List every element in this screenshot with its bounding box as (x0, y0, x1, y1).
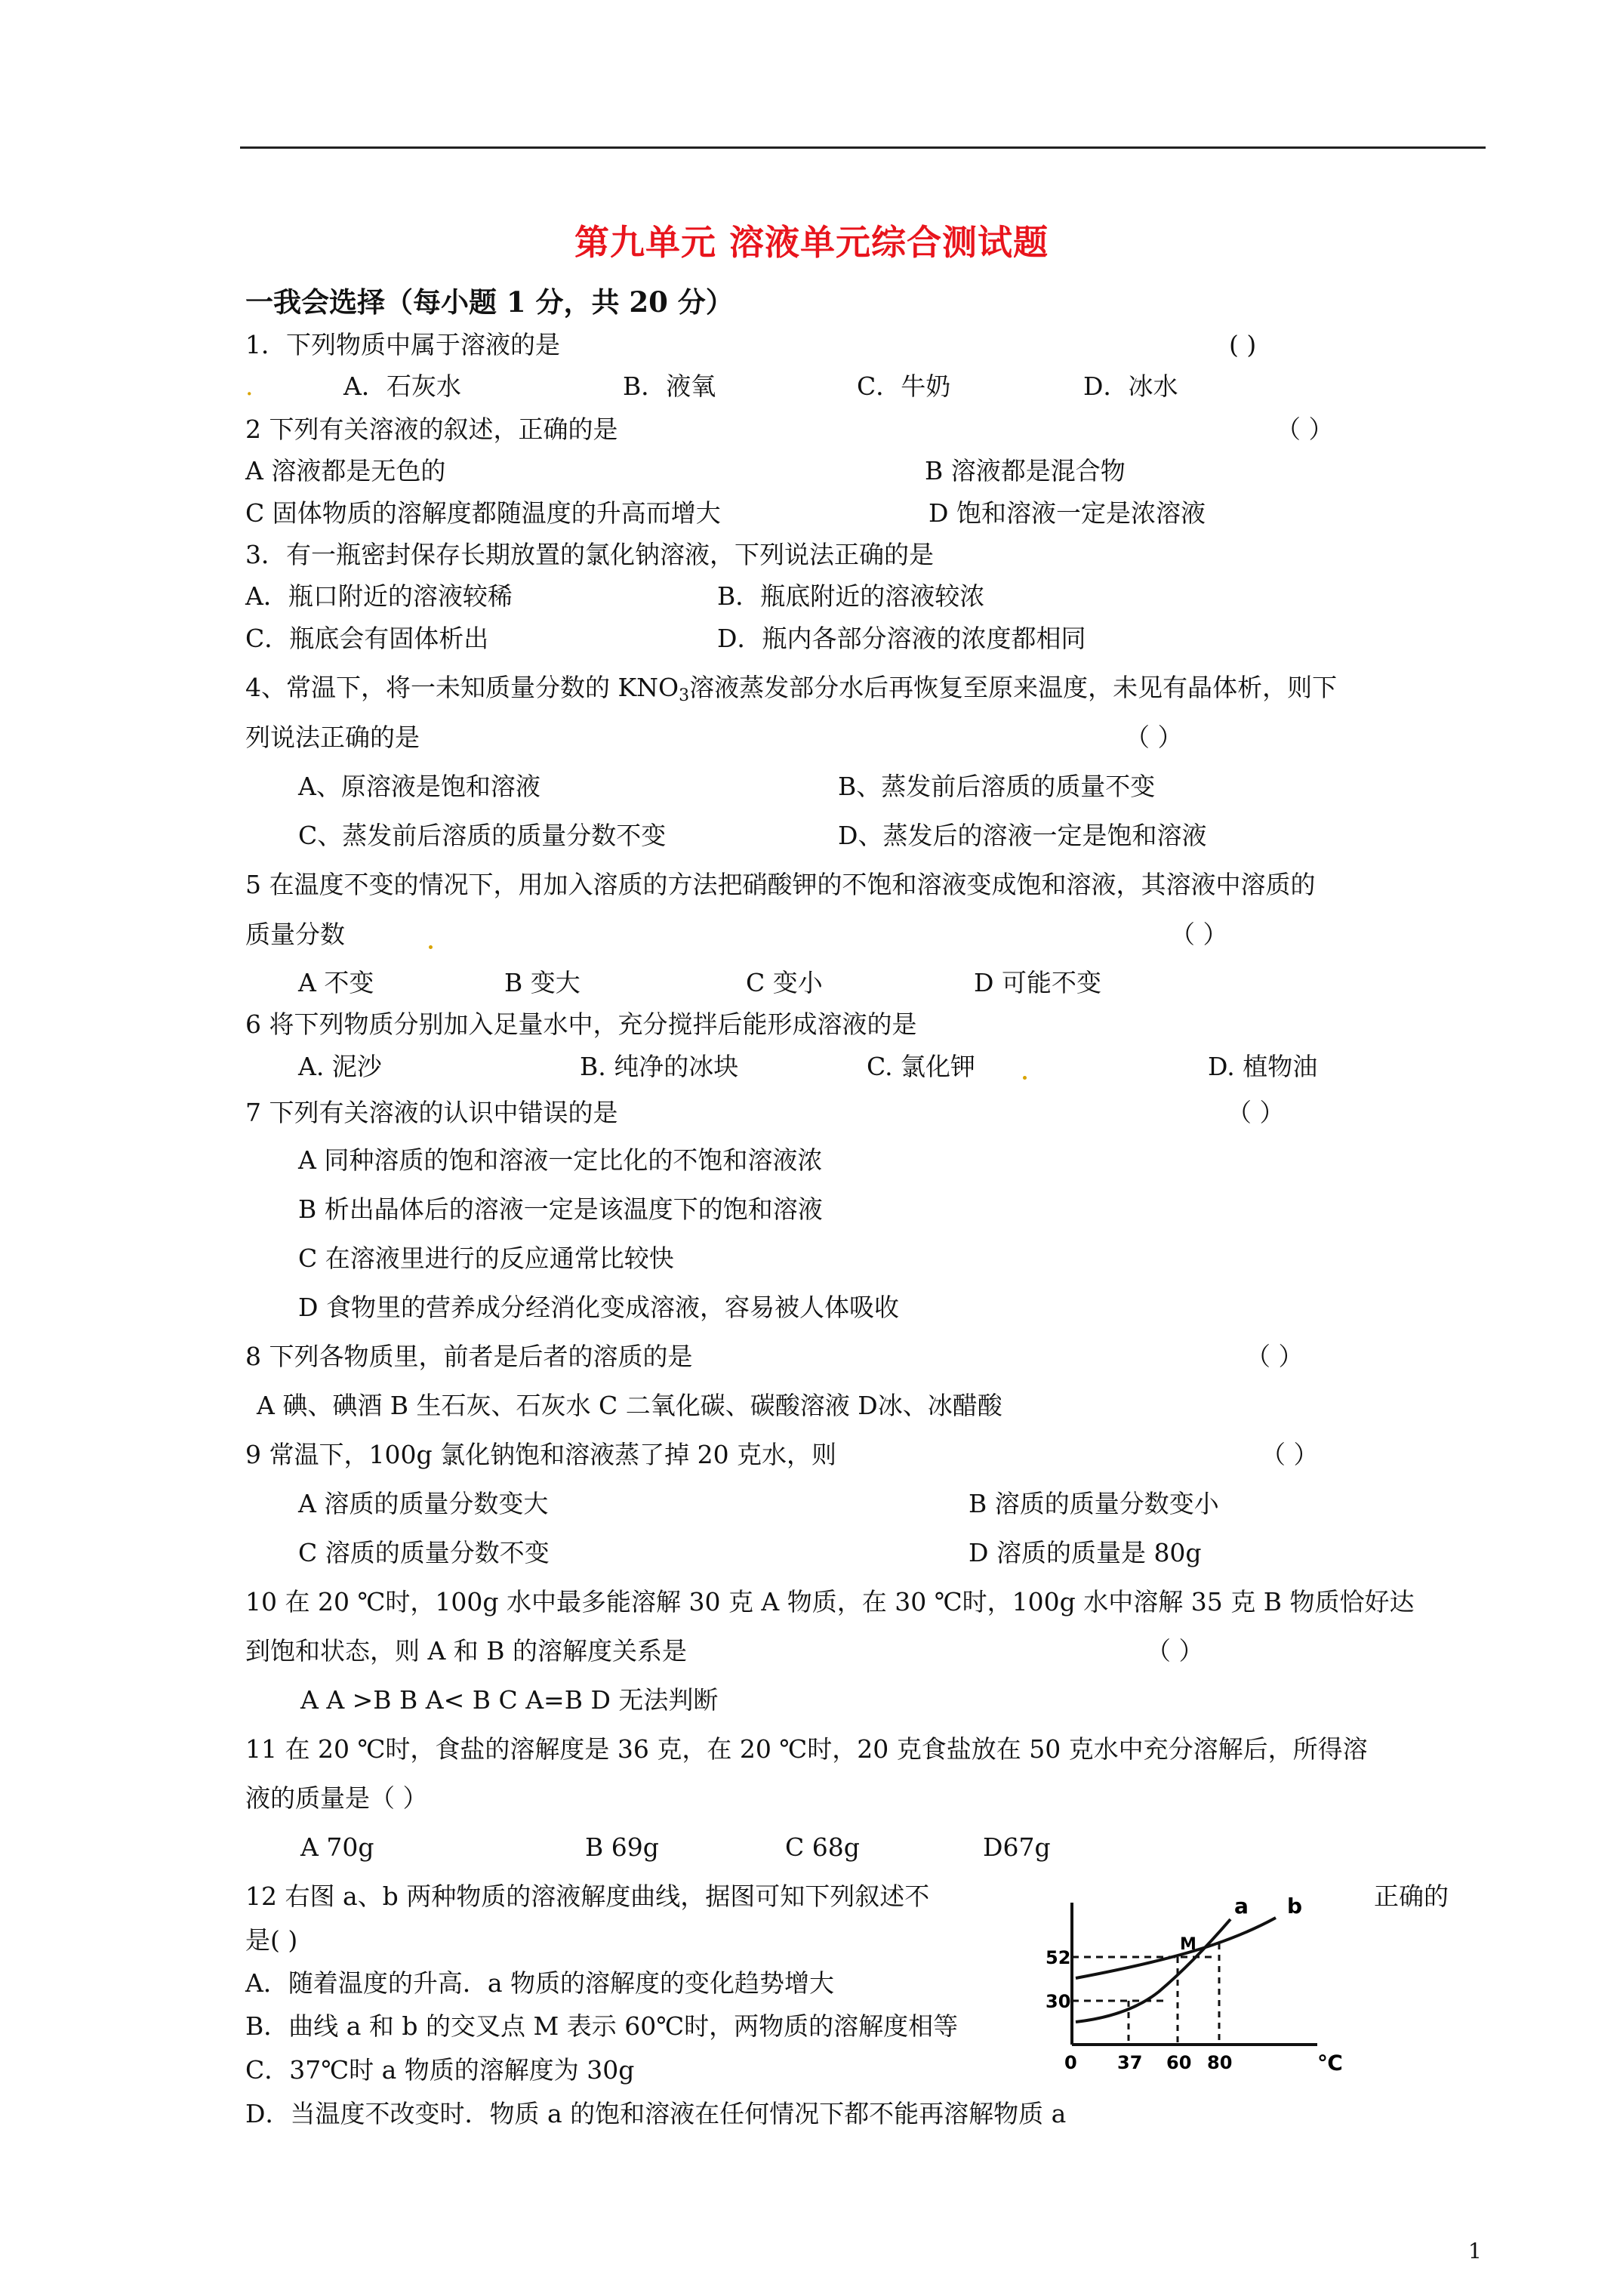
q10-stem: 10 在 20 ℃时，100g 水中最多能溶解 30 克 A 物质，在 30 ℃时，100g 水中溶解 35 克 B 物质恰好达 (245, 1587, 1415, 1616)
q5-option-d: D 可能不变 (974, 968, 1101, 997)
q12-stem-end: 正确的 (1374, 1881, 1449, 1911)
q7-option-b: B 析出晶体后的溶液一定是该温度下的饱和溶液 (298, 1194, 823, 1224)
q11-stem: 11 在 20 ℃时，食盐的溶解度是 36 克，在 20 ℃时，20 克食盐放在 50 克水中充分溶解后，所得溶 (245, 1734, 1368, 1764)
curve-b (1076, 1918, 1276, 1978)
q9-option-d: D 溶质的质量是 80g (969, 1538, 1202, 1567)
q12-stem-cont: 是( ) (245, 1925, 298, 1955)
q9-stem: 9 常温下，100g 氯化钠饱和溶液蒸了掉 20 克水，则 (245, 1440, 837, 1469)
q5-option-a: A 不变 (298, 968, 374, 997)
q4-stem-cont: 列说法正确的是 (245, 723, 420, 752)
header-rule (240, 146, 1486, 149)
q6-option-d: D. 植物油 (1208, 1052, 1318, 1081)
q5-option-c: C 变小 (746, 968, 823, 997)
x-unit-label: ℃ (1317, 2051, 1343, 2076)
stray-dot (1023, 1076, 1027, 1080)
q6-stem: 6 将下列物质分别加入足量水中，充分搅拌后能形成溶液的是 (245, 1009, 917, 1039)
x-tick-60: 60 (1166, 2052, 1192, 2073)
q4-stem: 4、常温下，将一未知质量分数的 $KNO_3$溶液蒸发部分水后再恢复至原来温度，未见有晶体析，则下 (245, 673, 1338, 705)
q1-lead-dot: . (245, 371, 254, 401)
q12-option-b: B．曲线 a 和 b 的交叉点 M 表示 60℃时，两物质的溶解度相等 (245, 2011, 959, 2041)
q2-stem: 2 下列有关溶液的叙述，正确的是 (245, 415, 618, 444)
solubility-graph (1046, 1895, 1363, 2076)
q9-option-a: A 溶质的质量分数变大 (298, 1489, 549, 1518)
q7-option-a: A 同种溶质的饱和溶液一定比化的不饱和溶液浓 (298, 1145, 823, 1175)
q7-option-c: C 在溶液里进行的反应通常比较快 (298, 1244, 674, 1273)
q2-option-d: D 饱和溶液一定是浓溶液 (929, 498, 1206, 528)
curve-a-label: a (1234, 1895, 1249, 1918)
q12-stem: 12 右图 a、b 两种物质的溶液解度曲线，据图可知下列叙述不 (245, 1881, 930, 1911)
q6-option-a: A. 泥沙 (298, 1052, 382, 1081)
q5-option-b: B 变大 (504, 968, 581, 997)
q11-option-a: A 70g (300, 1832, 374, 1862)
q4-option-c: C、蒸发前后溶质的质量分数不变 (298, 821, 667, 850)
curve-a (1076, 1919, 1230, 2022)
q1-option-d: D．冰水 (1083, 371, 1178, 401)
q4-bracket: （ ） (1125, 723, 1183, 752)
page-number: 1 (1468, 2239, 1482, 2264)
q6-option-c: C. 氯化钾 (867, 1052, 976, 1081)
x-tick-80: 80 (1207, 2052, 1233, 2073)
q2-option-b: B 溶液都是混合物 (925, 456, 1126, 485)
q12-option-d: D．当温度不改变时．物质 a 的饱和溶液在任何情况下都不能再溶解物质 a (245, 2099, 1067, 2128)
q1-option-b: B．液氧 (623, 371, 716, 401)
q5-stem: 5 在温度不变的情况下，用加入溶质的方法把硝酸钾的不饱和溶液变成饱和溶液，其溶液中溶质的 (245, 870, 1316, 899)
q2-option-c: C 固体物质的溶解度都随温度的升高而增大 (245, 498, 721, 528)
x-tick-0: 0 (1064, 2052, 1077, 2073)
stray-dot (429, 945, 433, 949)
q2-bracket: （ ） (1276, 415, 1334, 444)
q1-option-a: A．石灰水 (343, 371, 461, 401)
q7-stem: 7 下列有关溶液的认识中错误的是 (245, 1098, 618, 1127)
q7-bracket: （ ） (1227, 1098, 1285, 1127)
q1-option-c: C．牛奶 (857, 371, 951, 401)
q5-stem-cont: 质量分数 (245, 920, 345, 949)
q10-bracket: （ ） (1146, 1636, 1204, 1666)
point-m-label: M (1180, 1935, 1196, 1954)
y-tick-30: 30 (1046, 1991, 1071, 2012)
q9-option-c: C 溶质的质量分数不变 (298, 1538, 550, 1567)
q3-option-a: A．瓶口附近的溶液较稀 (245, 581, 513, 611)
q3-option-d: D．瓶内各部分溶液的浓度都相同 (717, 624, 1086, 653)
page-title: 第九单元 溶液单元综合测试题 (574, 222, 1049, 263)
q4-option-a: A、原溶液是饱和溶液 (298, 772, 540, 801)
q9-bracket: （ ） (1261, 1440, 1319, 1469)
q3-option-b: B．瓶底附近的溶液较浓 (717, 581, 985, 611)
q9-option-b: B 溶质的质量分数变小 (969, 1489, 1219, 1518)
q4-option-b: B、蒸发前后溶质的质量不变 (838, 772, 1156, 801)
q3-stem: 3．有一瓶密封保存长期放置的氯化钠溶液，下列说法正确的是 (245, 540, 934, 569)
x-tick-37: 37 (1117, 2052, 1143, 2073)
q11-option-b: B 69g (585, 1832, 659, 1862)
q11-option-d: D67g (983, 1832, 1051, 1862)
q5-bracket: （ ） (1170, 920, 1228, 949)
q4-option-d: D、蒸发后的溶液一定是饱和溶液 (838, 821, 1207, 850)
q1-bracket: ( ) (1229, 330, 1257, 359)
q12-option-a: A．随着温度的升高．a 物质的溶解度的变化趋势增大 (245, 1968, 834, 1998)
q7-option-d: D 食物里的营养成分经消化变成溶液，容易被人体吸收 (298, 1293, 899, 1322)
section-heading: 一我会选择（每小题 1 分，共 20 分） (245, 285, 734, 319)
q8-bracket: （ ） (1246, 1342, 1304, 1371)
q8-stem: 8 下列各物质里，前者是后者的溶质的是 (245, 1342, 693, 1371)
q6-option-b: B. 纯净的冰块 (580, 1052, 739, 1081)
q12-option-c: C．37℃时 a 物质的溶解度为 30g (245, 2055, 635, 2085)
q8-options: A 碘、碘酒 B 生石灰、石灰水 C 二氧化碳、碳酸溶液 D冰、冰醋酸 (257, 1391, 1002, 1420)
q11-stem-cont: 液的质量是（ ） (245, 1783, 428, 1813)
q3-option-c: C．瓶底会有固体析出 (245, 624, 489, 653)
q11-option-c: C 68g (785, 1832, 860, 1862)
q2-option-a: A 溶液都是无色的 (245, 456, 446, 485)
y-tick-52: 52 (1046, 1947, 1071, 1968)
curve-b-label: b (1287, 1895, 1303, 1918)
q10-options: A A >B B A< B C A=B D 无法判断 (300, 1685, 719, 1715)
q10-stem-cont: 到饱和状态，则 A 和 B 的溶解度关系是 (245, 1636, 688, 1666)
q1-stem: 1．下列物质中属于溶液的是 (245, 330, 560, 359)
